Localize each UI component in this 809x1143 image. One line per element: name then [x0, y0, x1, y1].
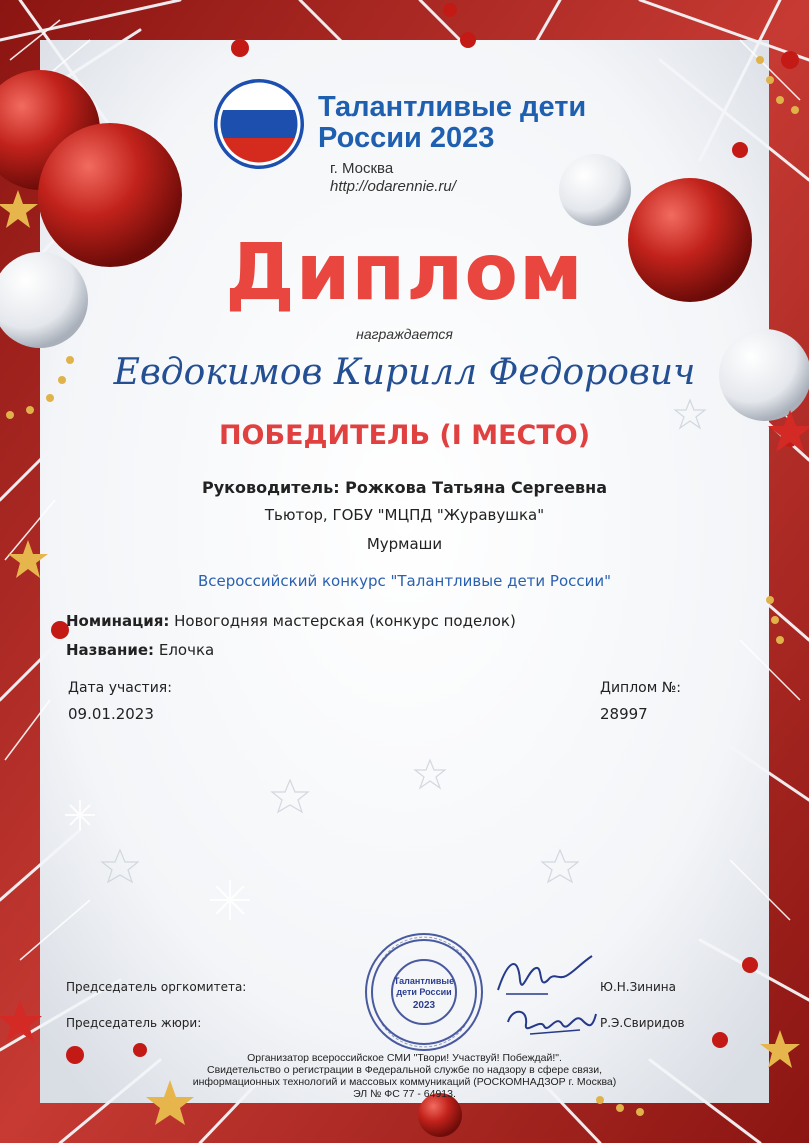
signature-zinina-icon: [488, 950, 598, 1002]
position-line: Тьютор, ГОБУ "МЦПД "Журавушка": [264, 506, 545, 524]
chair-org-label: Председатель оргкомитета:: [66, 980, 247, 994]
diploma-number-label: Диплом №:: [600, 680, 681, 696]
diploma-number-value: 28997: [600, 705, 648, 723]
leader-line: Руководитель: Рожкова Татьяна Сергеевна: [201, 478, 608, 497]
logo-title-line2: России 2023: [318, 122, 495, 154]
chair-jury-label: Председатель жюри:: [66, 1016, 202, 1030]
logo-url: http://odarennie.ru/: [330, 178, 456, 195]
title-row: [66, 641, 214, 659]
place-title: ПОБЕДИТЕЛЬ (I МЕСТО): [218, 420, 591, 451]
russia-flag-logo-icon: [213, 78, 305, 170]
organizer-footer: Организатор всероссийское СМИ "Твори! Участвуй! Побеждай!". Свидетельство о регистрации в Федеральной службе по надзору в сфере связи, информационных технологий и массовых коммуникаций (РОСКОМНАДЗОР г. Москва) ЭЛ № ФС 77 - 64913.: [192, 1052, 617, 1100]
nomination-row: [66, 612, 516, 630]
location-line: Мурмаши: [366, 535, 443, 553]
chair-org-name: Ю.Н.Зинина: [600, 980, 676, 994]
stamp-line2: дети России: [396, 987, 452, 997]
nomination-value: Новогодняя мастерская (конкурс поделок): [174, 612, 516, 630]
logo-city: г. Москва: [330, 160, 394, 177]
organizer-stamp-icon: [362, 930, 486, 1054]
date-value: 09.01.2023: [68, 705, 154, 723]
diploma-heading: Диплом: [225, 228, 584, 318]
date-label: Дата участия:: [68, 680, 172, 696]
signature-sviridov-icon: [500, 1000, 600, 1044]
contest-line: Всероссийский конкурс "Талантливые дети России": [197, 572, 612, 590]
stamp-line1: Талантливые: [393, 976, 455, 986]
recipient-name: Евдокимов Кирилл Федорович: [113, 352, 696, 393]
chair-jury-name: Р.Э.Свиридов: [600, 1016, 685, 1030]
title-label: Название:: [66, 641, 155, 659]
nomination-label: Номинация:: [66, 612, 170, 630]
stamp-year: 2023: [412, 1000, 436, 1011]
title-value: Елочка: [158, 641, 215, 659]
logo-title-line1: Талантливые дети: [318, 91, 587, 123]
awarded-caption: награждается: [356, 326, 453, 342]
logo-title: [318, 92, 586, 154]
